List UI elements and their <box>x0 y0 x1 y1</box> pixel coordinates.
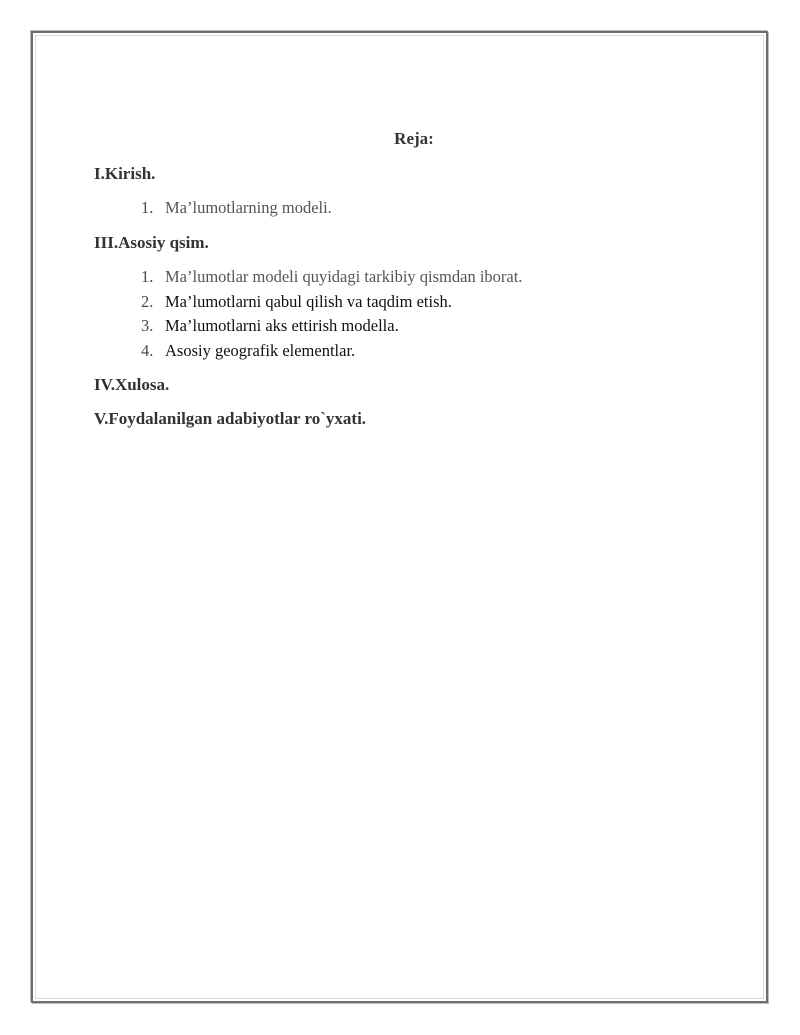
list-item-number: 4. <box>141 340 154 360</box>
list-item-number: 3. <box>141 316 154 335</box>
section-heading-asosiy-qism: III.Asosiy qsim. <box>94 233 209 252</box>
list-item-text: Ma’lumotlarni qabul qilish va taqdim etish. <box>165 291 452 311</box>
asosiy-qism-list <box>141 265 522 363</box>
list-item <box>141 339 522 364</box>
list-item-number: 1. <box>141 198 154 217</box>
list-item-text: Ma’lumotlar modeli quyidagi tarkibiy qismdan iborat. <box>165 267 523 286</box>
section-heading-kirish: I.Kirish. <box>94 164 156 183</box>
title-container <box>94 127 734 151</box>
section-heading-xulosa: IV.Xulosa. <box>94 375 170 394</box>
list-item <box>141 196 332 221</box>
page-border <box>31 31 768 1003</box>
list-item-text: Ma’lumotlarni aks ettirish modella. <box>165 316 399 335</box>
list-item-number: 2. <box>141 291 154 311</box>
list-item-text: Ma’lumotlarning modeli. <box>165 198 332 217</box>
list-item-number: 1. <box>141 267 154 286</box>
page-title: Reja: <box>394 129 434 148</box>
list-item <box>141 290 522 315</box>
section-heading-adabiyotlar: V.Foydalanilgan adabiyotlar ro`yxati. <box>94 409 367 428</box>
list-item-text: Asosiy geografik elementlar. <box>165 340 356 360</box>
kirish-list <box>141 196 332 221</box>
list-item <box>141 314 522 339</box>
list-item <box>141 265 522 290</box>
